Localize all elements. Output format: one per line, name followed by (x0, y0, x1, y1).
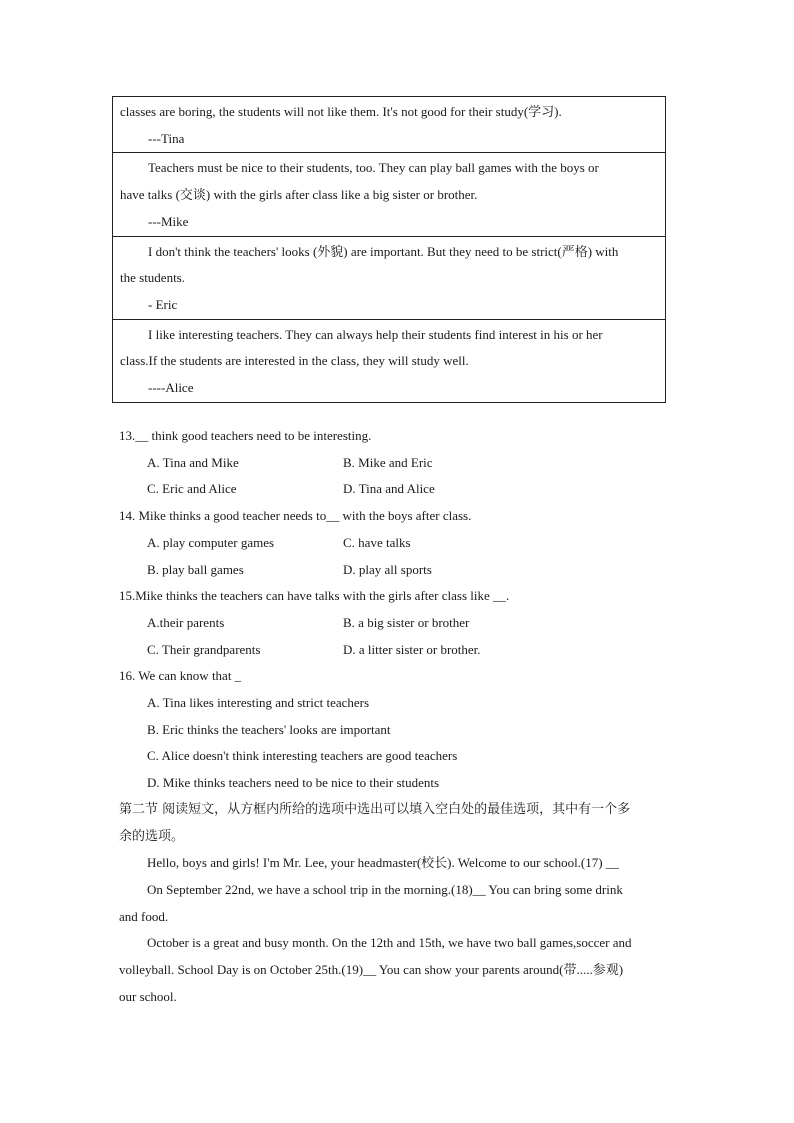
passage-paragraph-2: On September 22nd, we have a school trip in the morning.(18)__ You can bring some drink (147, 881, 623, 897)
table-row-eric (113, 237, 665, 320)
question-15-options-row2 (119, 637, 679, 664)
option-b[interactable]: B. Eric thinks the teachers' looks are important (147, 721, 391, 737)
option-a[interactable]: A. Tina and Mike (147, 454, 239, 470)
passage-paragraph-3: October is a great and busy month. On the 12th and 15th, we have two ball games,soccer and (147, 935, 632, 951)
table-line: class.If the students are interested in the class, they will study well. (120, 353, 469, 369)
question-15-stem: 15.Mike thinks the teachers can have talks with the girls after class like __. (119, 588, 510, 604)
opinions-table (112, 96, 666, 403)
question-14-stem: 14. Mike thinks a good teacher needs to__ with the boys after class. (119, 508, 472, 524)
option-a[interactable]: A.their parents (147, 614, 225, 630)
option-a[interactable]: A. play computer games (147, 534, 275, 550)
question-13-options-row1 (119, 450, 679, 477)
table-row-tina (113, 97, 665, 153)
table-line: Teachers must be nice to their students, too. They can play ball games with the boys or (148, 160, 599, 176)
option-d[interactable]: D. Mike thinks teachers need to be nice to their students (147, 775, 440, 791)
passage-paragraph-3-end: our school. (119, 988, 177, 1004)
question-14-options-row1 (119, 530, 679, 557)
option-d[interactable]: D. Tina and Alice (343, 481, 435, 497)
author-mike: ---Mike (148, 213, 189, 229)
table-line: I don't think the teachers' looks (外貌) are important. But they need to be strict(严格) with (148, 243, 619, 259)
passage-paragraph-2-cont: and food. (119, 908, 169, 924)
question-13-stem: 13.__ think good teachers need to be interesting. (119, 428, 372, 443)
option-c[interactable]: C. Alice doesn't think interesting teachers are good teachers (147, 748, 458, 764)
author-tina: ---Tina (148, 130, 185, 146)
author-alice: ----Alice (148, 380, 194, 396)
option-d[interactable]: D. a litter sister or brother. (343, 641, 481, 657)
table-line: classes are boring, the students will not like them. It's not good for their study(学习). (120, 104, 562, 119)
section-2-instruction: 第二节 阅读短文，从方框内所给的选项中选出可以填入空白处的最佳选项，其中有一个多 (119, 801, 631, 817)
question-15-options-row1 (119, 610, 679, 637)
option-b[interactable]: B. play ball games (147, 561, 244, 577)
option-a[interactable]: A. Tina likes interesting and strict teachers (147, 695, 370, 711)
question-13-options-row2 (119, 476, 679, 503)
table-row-mike (113, 153, 665, 236)
author-eric: - Eric (148, 296, 178, 312)
table-row-alice (113, 320, 665, 402)
option-c[interactable]: C. Eric and Alice (147, 481, 237, 497)
option-c[interactable]: C. have talks (343, 534, 411, 550)
option-d[interactable]: D. play all sports (343, 561, 432, 577)
passage-paragraph-3-cont: volleyball. School Day is on October 25th.(19)__ You can show your parents around(带.....参观) (119, 962, 624, 978)
question-14-options-row2 (119, 557, 679, 584)
passage-paragraph-1: Hello, boys and girls! I'm Mr. Lee, your headmaster(校长). Welcome to our school.(17) __ (147, 855, 619, 871)
option-b[interactable]: B. a big sister or brother (343, 614, 470, 630)
section-2-instruction-cont: 余的选项。 (119, 828, 185, 844)
table-line: have talks (交谈) with the girls after class like a big sister or brother. (120, 187, 478, 203)
question-16-stem: 16. We can know that _ (119, 668, 242, 684)
table-line: I like interesting teachers. They can always help their students find interest in his or her (148, 326, 603, 342)
questions-section (119, 423, 679, 1010)
option-b[interactable]: B. Mike and Eric (343, 454, 433, 470)
option-c[interactable]: C. Their grandparents (147, 641, 261, 657)
table-line: the students. (120, 270, 185, 286)
